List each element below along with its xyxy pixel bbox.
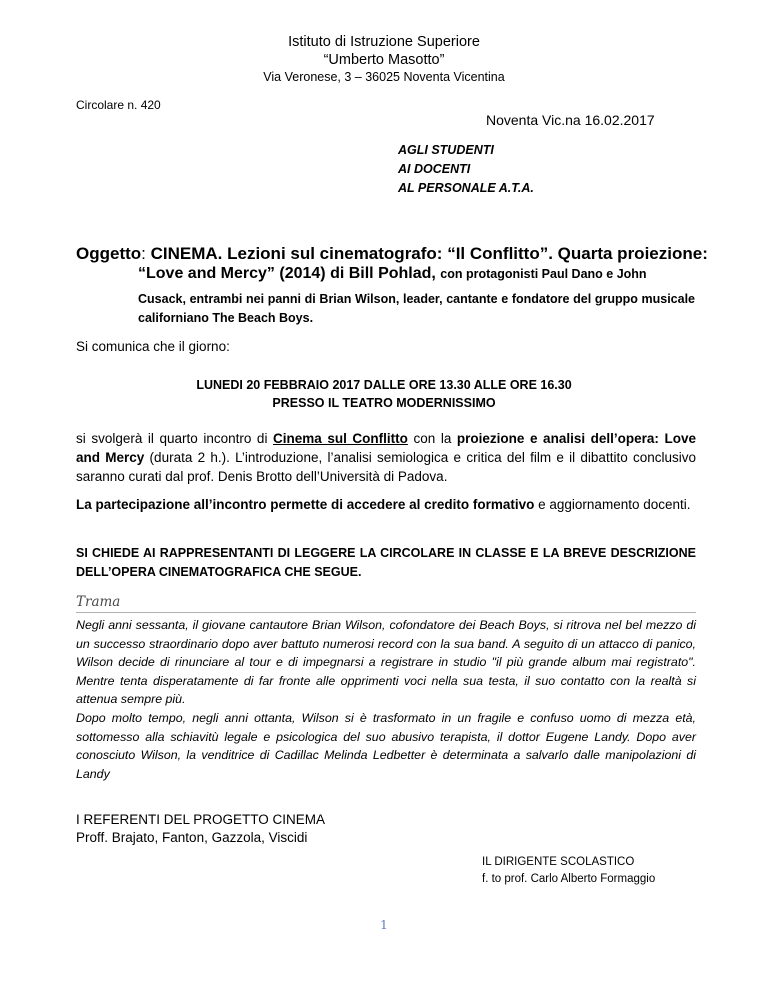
para1-text-e: (durata 2 h.). L’introduzione, l’analisi semiologica e critica del film e il dibattito conclusivo saranno curati dal prof. Denis Brotto dell’Università di Padova. [76,450,696,484]
plot-paragraph-2: Dopo molto tempo, negli anni ottanta, Wilson si è trasformato in un fragile e confuso uomo di mezza età, sottomesso alla schiavitù legale e psicologica del suo abusivo terapista, il dottor Eugene Landy. Dopo aver conosciuto Wilson, la venditrice di Cadillac Melinda Ledbetter è determinata a salvarlo dalle manipolazioni di Landy [76,710,696,781]
event-location: PRESSO IL TEATRO MODERNISSIMO [272,396,496,410]
subject-film-title: “Love and Mercy” (2014) di Bill Pohlad, [138,265,441,282]
circular-number: Circolare n. 420 [76,98,161,112]
page-number: 1 [380,918,388,932]
plot-heading: Trama [76,594,121,610]
subject-film [138,265,647,283]
school-name: Istituto di Istruzione Superiore [288,34,480,50]
subject-colon: : [141,244,151,263]
plot-paragraph-1: Negli anni sessanta, il giovane cantautore Brian Wilson, cofondatore dei Beach Boys, si ritrova nel bel mezzo di un successo straordinario dopo aver battuto numerosi record con la sua band. A seguito di un attacco di panico, Wilson decide di rinunciare al tour e di impegnarsi a registrare in studio "il più grande album mai registrato". Mentre tenta disperatamente di far fronte alle opprimenti voci nella sua testa, il suo contatto con la realtà si attenua sempre più. [76,618,696,707]
place-date: Noventa Vic.na 16.02.2017 [486,112,655,128]
para2-text-b: e aggiornamento docenti. [534,497,691,512]
subject-label: Oggetto [76,244,142,263]
paragraph-request: SI CHIEDE AI RAPPRESENTANTI DI LEGGERE LA CIRCOLARE IN CLASSE E LA BREVE DESCRIZIONE DELL’OPERA CINEMATOGRAFICA CHE SEGUE. [76,546,696,579]
para1-text-a: si svolgerà il quarto incontro di [76,431,274,446]
head-title: IL DIRIGENTE SCOLASTICO [482,856,635,868]
event-date: LUNEDI 20 FEBBRAIO 2017 DALLE ORE 13.30 ALLE ORE 16.30 [196,378,572,392]
head-name: f. to prof. Carlo Alberto Formaggio [482,873,656,885]
para2-credit-text: La partecipazione all’incontro permette di accedere al credito formativo [76,497,535,512]
plot-text [76,616,696,783]
subject-description: Cusack, entrambi nei panni di Brian Wilson, leader, cantante e fondatore del gruppo musicale californiano The Beach Boys. [138,292,695,325]
recipient-teachers: AI DOCENTI [398,162,471,176]
plot-divider [76,612,696,613]
recipient-students: AGLI STUDENTI [398,143,494,157]
announcement: Si comunica che il giorno: [76,339,230,354]
subject-film-cast: con protagonisti Paul Dano e John [440,267,647,281]
paragraph-event-details [76,429,696,486]
subject-line [76,244,708,264]
para1-text-c: con la [407,431,457,446]
recipient-staff: AL PERSONALE A.T.A. [398,181,534,195]
para1-series-name: Cinema sul Conflitto [273,431,408,446]
school-address: Via Veronese, 3 – 36025 Noventa Vicentina [263,70,505,84]
referents-names: Proff. Brajato, Fanton, Gazzola, Viscidi [76,830,308,845]
subject-title: CINEMA. Lezioni sul cinematografo: “Il Conflitto”. Quarta proiezione: [150,244,708,263]
para1-film-analysis: proiezione e analisi dell’opera: Love and Mercy [76,431,696,465]
school-name-quoted: “Umberto Masotto” [323,52,445,68]
paragraph-credit [76,495,696,514]
referents-title: I REFERENTI DEL PROGETTO CINEMA [76,812,326,827]
